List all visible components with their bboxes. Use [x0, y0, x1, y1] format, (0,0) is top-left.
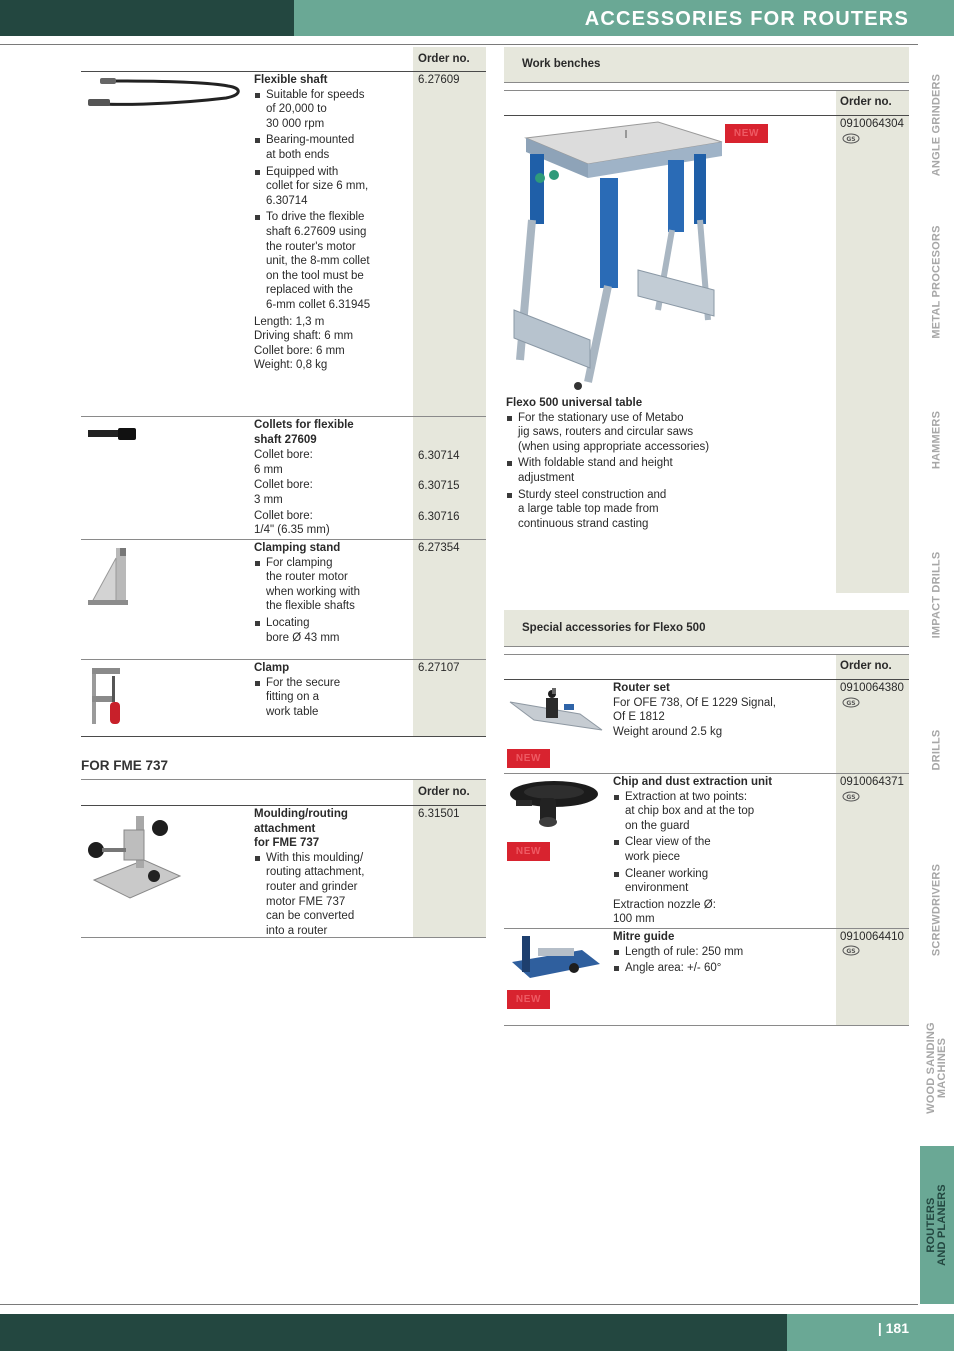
product-title: Chip and dust extraction unit — [613, 776, 773, 788]
side-tab-label-line: AND PLANERS — [936, 1184, 948, 1266]
new-badge: NEW — [507, 842, 550, 861]
page-title: ACCESSORIES FOR ROUTERS — [584, 8, 909, 30]
order-column-shade — [836, 655, 909, 1025]
feature-item: Cleaner working environment — [613, 867, 833, 896]
collet-spec: Collet bore: 6 mm — [254, 449, 313, 476]
chip-extraction-description — [613, 775, 833, 927]
spec-line: Driving shaft: 6 mm — [254, 330, 354, 343]
flexo-500-table-image — [508, 120, 738, 392]
product-title-line: for FME 737 — [254, 837, 320, 850]
feature-list — [613, 790, 833, 896]
feature-item: Extraction at two points: at chip box and at the top on the guard — [613, 790, 833, 834]
side-tab-label-line: ROUTERS — [925, 1197, 937, 1253]
side-tab-routers-and-planers[interactable] — [920, 1146, 954, 1304]
new-badge: NEW — [507, 990, 550, 1009]
row-divider — [504, 928, 909, 929]
footer-bar-dark — [0, 1314, 787, 1351]
header-rule — [0, 44, 918, 45]
side-tab-label: IMPACT DRILLS — [930, 551, 943, 639]
order-number: 6.27107 — [418, 662, 460, 674]
product-title: Clamp — [254, 662, 290, 674]
feature-list — [613, 945, 833, 976]
table-rule — [504, 1025, 909, 1026]
row-divider — [81, 539, 486, 540]
svg-text:GS: GS — [846, 136, 856, 143]
order-number: 0910064410 — [840, 931, 904, 943]
side-tab-label: ANGLE GRINDERS — [930, 73, 943, 177]
feature-list — [506, 411, 826, 532]
order-number: 0910064304 — [840, 118, 904, 130]
new-badge: NEW — [725, 124, 768, 143]
feature-item: Clear view of the work piece — [613, 835, 833, 864]
row-divider — [504, 773, 909, 774]
footer-bar-light — [787, 1314, 954, 1351]
gs-certification-icon — [842, 133, 860, 144]
table-rule — [81, 805, 486, 806]
collet-image — [88, 426, 138, 442]
spec-line: For OFE 738, Of E 1229 Signal, — [613, 696, 776, 709]
svg-text:GS: GS — [846, 794, 856, 801]
section-title: Work benches — [522, 58, 601, 70]
table-rule — [81, 937, 486, 938]
chip-extraction-unit-image — [508, 778, 602, 828]
feature-item: With this moulding/ routing attachment, router and grinder motor FME 737 can be converted into a router — [254, 851, 410, 939]
product-title-line: shaft 27609 — [254, 433, 317, 446]
order-number: 6.27354 — [418, 542, 460, 554]
spec-line: Weight: 0,8 kg — [254, 359, 328, 372]
side-tab-metal-procesors[interactable] — [920, 212, 954, 352]
feature-item: For the secure fitting on a work table — [254, 676, 410, 720]
router-set-description — [613, 681, 833, 739]
section-heading-fme-737: FOR FME 737 — [81, 758, 169, 773]
flexible-shaft-description — [254, 73, 410, 373]
feature-list — [254, 676, 410, 720]
router-set-image — [508, 684, 604, 740]
order-column-shade — [836, 91, 909, 593]
svg-text:GS: GS — [846, 948, 856, 955]
product-title-line: Moulding/routing — [254, 808, 348, 820]
spec-line: Weight around 2.5 kg — [613, 725, 723, 738]
spec-line: Collet bore: 6 mm — [254, 344, 345, 357]
product-title: Flexible shaft — [254, 74, 328, 86]
product-title: Mitre guide — [613, 931, 675, 943]
side-tab-angle-grinders[interactable] — [920, 60, 954, 190]
spec-line: Length: 1,3 m — [254, 315, 325, 328]
side-tab-label: DRILLS — [930, 729, 943, 771]
order-column-shade — [413, 780, 486, 937]
gs-certification-icon — [842, 791, 860, 802]
feature-item: Locating bore Ø 43 mm — [254, 616, 410, 645]
new-badge: NEW — [507, 749, 550, 768]
product-title: Router set — [613, 682, 670, 694]
feature-list — [254, 556, 410, 646]
collet-spec: Collet bore: 1/4" (6.35 mm) — [254, 509, 330, 537]
order-number: 6.30716 — [418, 511, 460, 523]
order-number: 0910064371 — [840, 776, 904, 788]
order-no-header: Order no. — [418, 53, 470, 65]
collet-spec: Collet bore: 3 mm — [254, 479, 313, 506]
feature-list — [254, 88, 410, 313]
order-number: 6.30714 — [418, 450, 460, 462]
table-rule — [81, 736, 486, 737]
side-tab-drills[interactable] — [920, 720, 954, 780]
moulding-attachment-image — [84, 810, 184, 902]
spec-line: Extraction nozzle Ø: — [613, 898, 716, 911]
product-title-line: Collets for flexible — [254, 419, 354, 431]
side-tab-impact-drills[interactable] — [920, 540, 954, 650]
clamp-description — [254, 661, 410, 719]
flexible-shaft-image — [86, 76, 241, 108]
moulding-description — [254, 807, 410, 938]
row-divider — [81, 659, 486, 660]
table-rule — [504, 115, 909, 116]
side-tab-label: SCREWDRIVERS — [930, 863, 943, 957]
feature-item: Suitable for speeds of 20,000 to 30 000 rpm — [254, 88, 410, 132]
side-tab-label-line: MACHINES — [936, 1037, 948, 1098]
feature-item: Bearing-mounted at both ends — [254, 133, 410, 162]
spec-line: Of E 1812 — [613, 711, 665, 724]
product-title-line: attachment — [254, 822, 316, 835]
table-rule — [504, 82, 909, 83]
table-rule — [81, 71, 486, 72]
order-number: 6.31501 — [418, 808, 460, 820]
table-rule — [504, 679, 909, 680]
feature-item: Angle area: +/- 60° — [613, 961, 833, 976]
side-tab-wood-sanding-machines[interactable] — [920, 1005, 954, 1130]
mitre-guide-image — [508, 932, 602, 982]
gs-certification-icon — [842, 945, 860, 956]
feature-item: For clamping the router motor when working with the flexible shafts — [254, 556, 410, 614]
mitre-guide-description — [613, 930, 833, 976]
product-title: Clamping stand — [254, 542, 341, 554]
feature-item: With foldable stand and height adjustment — [506, 456, 826, 485]
page-number: | 181 — [877, 1320, 909, 1336]
feature-item: For the stationary use of Metabo jig saws, routers and circular saws (when using appropriate accessories) — [506, 411, 826, 455]
clamping-stand-image — [88, 546, 130, 606]
feature-item: Sturdy steel construction and a large table top made from continuous strand casting — [506, 488, 826, 532]
spec-line: 100 mm — [613, 913, 655, 926]
svg-text:GS: GS — [846, 700, 856, 707]
feature-item: Equipped with collet for size 6 mm, 6.30714 — [254, 165, 410, 209]
product-title: Flexo 500 universal table — [506, 397, 643, 409]
feature-item: To drive the flexible shaft 6.27609 using the router's motor unit, the 8-mm collet on the tool must be replaced with the 6-mm collet 6.31945 — [254, 210, 410, 312]
order-column-shade — [413, 47, 486, 736]
flexo-table-description — [506, 396, 826, 531]
order-number: 0910064380 — [840, 682, 904, 694]
side-tab-label — [926, 1184, 948, 1266]
table-rule — [504, 646, 909, 647]
side-tab-label: METAL PROCESORS — [930, 225, 943, 339]
order-no-header: Order no. — [840, 96, 892, 108]
order-number: 6.30715 — [418, 480, 460, 492]
side-tab-label: HAMMERS — [930, 410, 943, 470]
header-bar-dark — [0, 0, 294, 36]
side-tab-label-line: WOOD SANDING — [925, 1021, 937, 1114]
section-title: Special accessories for Flexo 500 — [522, 622, 706, 634]
spec-list — [254, 315, 410, 373]
clamping-stand-description — [254, 541, 410, 645]
order-no-header: Order no. — [418, 786, 470, 798]
order-number: 6.27609 — [418, 74, 460, 86]
side-tab-label — [926, 1022, 948, 1114]
side-tab-hammers[interactable] — [920, 395, 954, 485]
feature-list — [254, 851, 410, 939]
side-tab-screwdrivers[interactable] — [920, 855, 954, 965]
feature-item: Length of rule: 250 mm — [613, 945, 833, 960]
collets-description — [254, 418, 410, 538]
footer-rule — [0, 1304, 918, 1305]
clamp-image — [88, 666, 126, 726]
order-no-header: Order no. — [840, 660, 892, 672]
row-divider — [81, 416, 486, 417]
gs-certification-icon — [842, 697, 860, 708]
